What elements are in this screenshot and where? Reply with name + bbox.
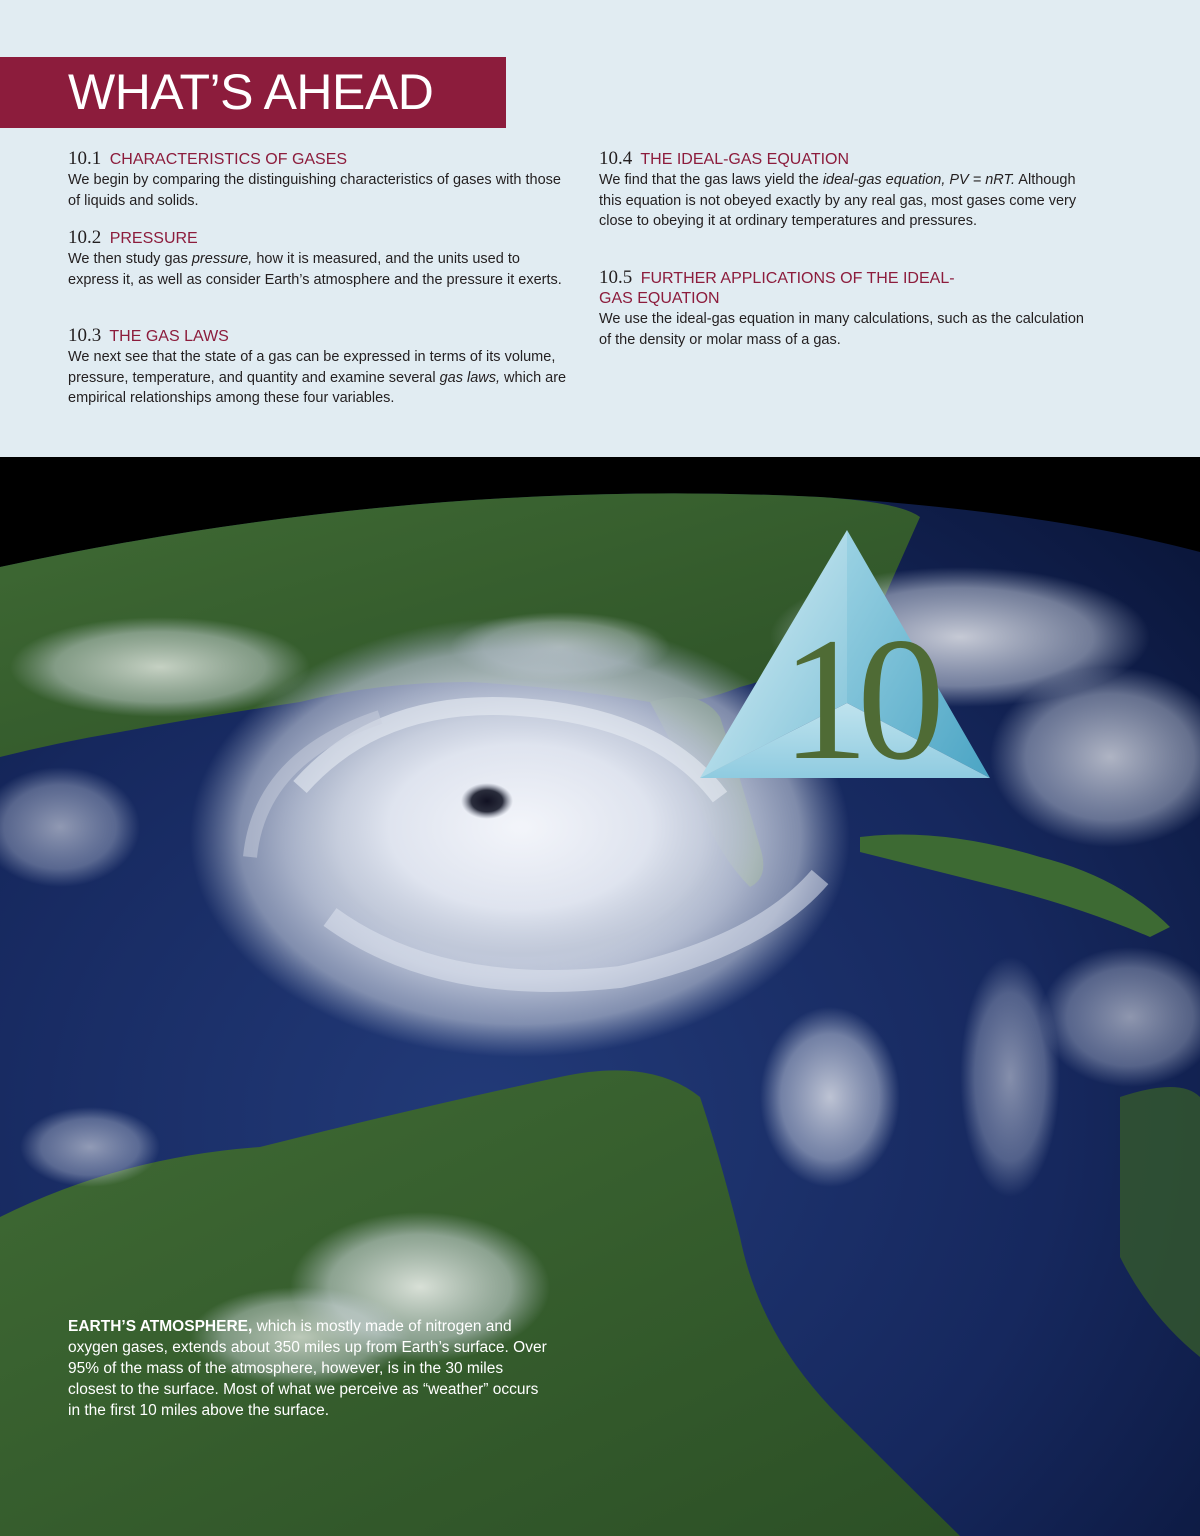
section-title: THE IDEAL-GAS EQUATION [640, 151, 850, 168]
body-text: We then study gas [68, 251, 192, 267]
body-text: We begin by comparing the distinguishing characteristics of gases with those of liquids and solids. [68, 172, 561, 209]
section-number: 10.5 [599, 267, 633, 288]
section-heading [68, 228, 568, 249]
chapter-number: 10 [781, 602, 933, 797]
body-text: We find that the gas laws yield the [599, 172, 823, 188]
section-title: CHARACTERISTICS OF GASES [109, 151, 348, 168]
section-number: 10.2 [68, 227, 102, 248]
body-text: Although this equation is not obeyed exactly by any real gas, most gases come very close to obeying it at ordinary temperatures and pressures. [599, 172, 1077, 229]
section-body [68, 249, 568, 290]
section-10-2 [68, 228, 568, 290]
caption-lead: EARTH’S ATMOSPHERE, [68, 1318, 253, 1335]
section-number: 10.3 [68, 325, 102, 346]
body-text-italic: pressure, [191, 251, 253, 267]
section-10-4 [599, 149, 1099, 232]
section-body [599, 170, 1099, 232]
section-title: THE GAS LAWS [109, 328, 229, 345]
section-heading [68, 149, 568, 170]
section-number: 10.1 [68, 148, 102, 169]
section-heading [68, 326, 568, 347]
section-title: FURTHER APPLICATIONS OF THE IDEAL-GAS EQUATION [599, 270, 955, 307]
section-number: 10.4 [599, 148, 633, 169]
section-body [599, 309, 1089, 350]
section-body [68, 347, 568, 409]
body-text: how it is measured, and the units used to express it, as well as consider Earth’s atmosphere and the pressure it exerts. [68, 251, 562, 288]
body-text: which are empirical relationships among these four variables. [68, 369, 567, 406]
section-10-3 [68, 326, 568, 409]
body-text-italic: ideal-gas equation, PV = nRT. [822, 172, 1016, 188]
body-text-italic: gas laws, [439, 369, 501, 386]
caption-text: which is mostly made of nitrogen and oxygen gases, extends about 350 miles up from Earth’s surface. Over 95% of the mass of the atmosphere, however, is in the 30 miles closest to the surface. Most of what we perceive as “weather” occurs in the first 10 miles above the surface. [68, 1318, 547, 1419]
section-body [68, 170, 568, 211]
section-10-1 [68, 149, 568, 211]
section-10-5 [599, 268, 1089, 350]
body-text: We use the ideal-gas equation in many calculations, such as the calculation of the density or molar mass of a gas. [599, 311, 1084, 348]
section-title: PRESSURE [109, 230, 198, 247]
section-heading [599, 149, 1099, 170]
section-heading [599, 268, 979, 309]
body-text: We next see that the state of a gas can be expressed in terms of its volume, pressure, temperature, and quantity and examine several [68, 349, 556, 386]
photo-caption [68, 1316, 548, 1421]
page-title: WHAT’S AHEAD [68, 64, 434, 120]
